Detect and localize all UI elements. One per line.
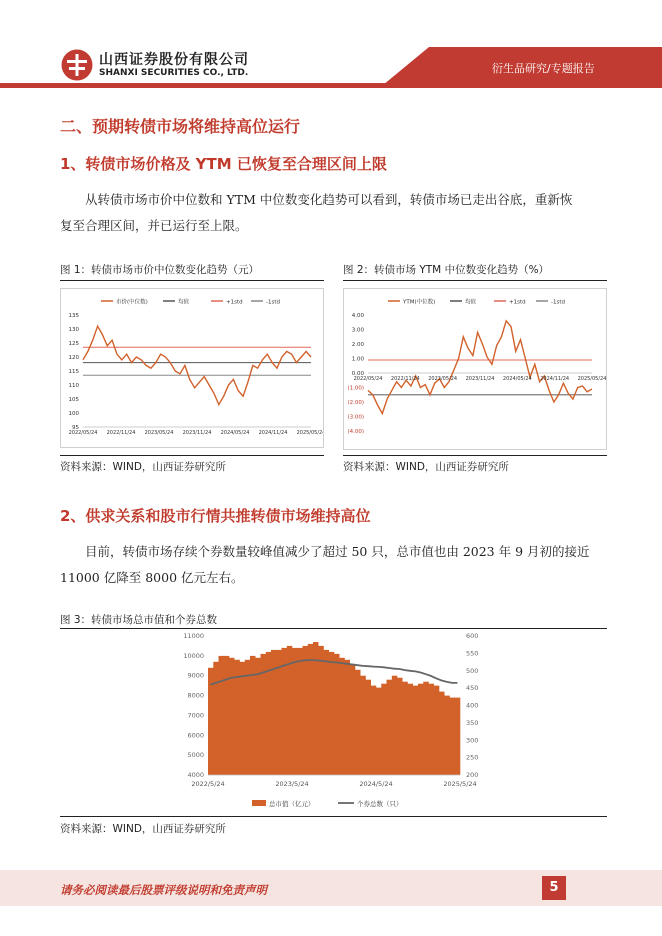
section-title: 二、预期转债市场将维持高位运行 — [60, 117, 301, 136]
market-cap-bar — [313, 642, 319, 775]
x-tick-label: 2023/5/24 — [275, 780, 309, 788]
x-tick-label: 2024/05/24 — [220, 430, 250, 436]
y-right-tick-label: 500 — [466, 666, 479, 675]
market-cap-bar — [397, 678, 403, 775]
market-cap-bar — [339, 658, 345, 775]
market-cap-bar — [429, 684, 435, 775]
figure-3-bottom-rule — [60, 816, 607, 817]
subsection-1-title: 1、转债市场价格及 YTM 已恢复至合理区间上限 — [60, 155, 387, 173]
x-tick-label: 2023/05/24 — [428, 376, 458, 382]
figure-3-caption: 图 3：转债市场总市值和个券总数 — [60, 614, 218, 626]
subsection-2-paragraph-line1: 目前，转债市场存续个券数量较峰值减少了超过 50 只，总市值也由 2023 年 9 月初的接近 — [85, 544, 590, 559]
market-cap-bar — [229, 658, 235, 775]
market-cap-and-count-chart — [160, 628, 500, 814]
market-cap-bar — [434, 686, 440, 775]
market-cap-bar — [450, 698, 456, 775]
market-cap-bar — [292, 648, 298, 775]
x-tick-label: 2022/05/24 — [353, 376, 383, 382]
y-right-tick-label: 350 — [466, 718, 479, 727]
figure-2-bottom-rule — [343, 455, 607, 456]
legend-label: +1std — [509, 299, 526, 306]
legend-label: -1std — [266, 299, 280, 306]
series-line — [368, 321, 592, 414]
market-cap-bar — [345, 660, 351, 775]
y-tick-label: 0.00 — [351, 371, 364, 377]
legend-label: 总市值（亿元） — [269, 800, 315, 808]
legend-label: 均值 — [465, 299, 477, 306]
market-cap-bar — [219, 656, 225, 775]
figure-2-caption: 图 2：转债市场 YTM 中位数变化趋势（%） — [343, 264, 550, 276]
series-line — [83, 326, 311, 404]
company-name-en: SHANXI SECURITIES CO., LTD. — [99, 68, 249, 78]
figure-1-chart — [60, 288, 324, 448]
x-tick-label: 2024/5/24 — [359, 780, 393, 788]
market-cap-bar — [297, 648, 303, 775]
market-cap-bar — [350, 664, 356, 775]
market-cap-bar — [439, 692, 445, 775]
y-right-tick-label: 450 — [466, 684, 479, 693]
y-tick-label: (1.00) — [347, 385, 364, 392]
y-tick-label: 135 — [68, 313, 79, 319]
y-tick-label: (2.00) — [347, 400, 364, 406]
shanxi-securities-logo-icon — [60, 48, 94, 82]
y-left-tick-label: 10000 — [183, 651, 204, 660]
y-right-tick-label: 400 — [466, 701, 479, 710]
y-tick-label: 120 — [68, 355, 79, 361]
y-right-tick-label: 200 — [466, 771, 479, 779]
x-tick-label: 2022/5/24 — [191, 780, 225, 788]
market-cap-bar — [371, 686, 377, 775]
legend-label: YTM(中位数) — [403, 299, 436, 306]
market-cap-bar — [387, 680, 393, 775]
x-tick-label: 2024/05/24 — [502, 376, 532, 382]
report-tag: 衍生品研究/专题报告 — [492, 62, 595, 75]
figure-2-chart — [343, 288, 607, 450]
figure-1-top-rule — [60, 280, 324, 281]
y-tick-label: 105 — [68, 397, 79, 403]
market-cap-bar — [318, 646, 324, 775]
y-left-tick-label: 7000 — [187, 711, 204, 720]
market-cap-bar — [381, 684, 387, 775]
y-tick-label: (3.00) — [347, 414, 364, 421]
figure-2-source: 资料来源：WIND，山西证券研究所 — [343, 461, 509, 473]
company-name-cn: 山西证券股份有限公司 — [99, 52, 249, 68]
y-left-tick-label: 4000 — [187, 771, 204, 779]
market-cap-bar — [324, 650, 330, 775]
x-tick-label: 2023/11/24 — [465, 376, 495, 382]
subsection-2-paragraph-line2: 11000 亿降至 8000 亿元左右。 — [60, 570, 244, 585]
y-tick-label: 125 — [68, 341, 79, 347]
market-cap-bar — [423, 682, 429, 775]
market-cap-bar — [392, 676, 398, 775]
market-cap-bar — [308, 644, 314, 775]
x-tick-label: 2023/05/24 — [144, 430, 174, 436]
y-tick-label: (4.00) — [347, 429, 364, 435]
y-left-tick-label: 8000 — [187, 691, 204, 700]
y-tick-label: 4.00 — [351, 313, 364, 319]
y-tick-label: 1.00 — [351, 356, 364, 363]
figure-3-source: 资料来源：WIND，山西证券研究所 — [60, 823, 226, 835]
market-cap-bar — [334, 654, 340, 775]
market-cap-bar — [376, 688, 382, 775]
page-header — [0, 0, 662, 88]
market-cap-bar — [444, 696, 450, 775]
market-cap-bar — [245, 660, 251, 775]
market-cap-bar — [355, 670, 361, 775]
x-tick-label: 2022/11/24 — [390, 376, 420, 382]
y-tick-label: 130 — [68, 327, 79, 333]
x-tick-label: 2025/5/24 — [443, 780, 477, 788]
x-tick-label: 2022/05/24 — [68, 430, 98, 436]
y-right-tick-label: 300 — [466, 736, 479, 745]
x-tick-label: 2024/11/24 — [540, 376, 570, 382]
x-tick-label: 2025/05/24 — [577, 376, 606, 382]
x-tick-label: 2022/11/24 — [106, 430, 136, 436]
disclaimer-note: 请务必阅读最后股票评级说明和免责声明 — [60, 883, 267, 897]
subsection-1-paragraph-line2: 复至合理区间，并已运行至上限。 — [60, 218, 248, 233]
y-right-tick-label: 250 — [466, 753, 479, 762]
y-tick-label: 115 — [68, 369, 79, 375]
y-tick-label: 110 — [68, 383, 79, 389]
y-tick-label: 100 — [68, 411, 79, 417]
market-cap-bar — [303, 646, 309, 775]
y-tick-label: 95 — [72, 425, 79, 431]
market-cap-bar — [455, 698, 461, 775]
y-left-tick-label: 5000 — [187, 751, 204, 760]
market-cap-bar — [366, 680, 372, 775]
y-left-tick-label: 11000 — [183, 632, 204, 640]
legend-label: -1std — [551, 299, 565, 306]
price-median-chart — [61, 289, 323, 447]
market-cap-bar — [418, 684, 424, 775]
figure-1-source: 资料来源：WIND，山西证券研究所 — [60, 461, 226, 473]
y-tick-label: 3.00 — [351, 327, 364, 334]
market-cap-bar — [360, 676, 366, 775]
legend-label: 市价(中位数) — [116, 299, 148, 306]
x-tick-label: 2023/11/24 — [182, 430, 212, 436]
legend-label: 个券总数（只） — [357, 800, 403, 808]
page-number: 5 — [542, 876, 566, 900]
market-cap-bar — [255, 658, 260, 775]
legend-swatch — [252, 800, 266, 806]
legend-label: 均值 — [178, 299, 190, 306]
market-cap-bar — [413, 686, 419, 775]
market-cap-bar — [329, 652, 335, 775]
y-right-tick-label: 600 — [466, 632, 479, 640]
y-right-tick-label: 550 — [466, 649, 479, 658]
legend-label: +1std — [226, 299, 243, 306]
market-cap-bar — [224, 656, 230, 775]
x-tick-label: 2025/05/24 — [296, 430, 323, 436]
y-left-tick-label: 9000 — [187, 671, 204, 680]
y-tick-label: 2.00 — [351, 342, 364, 348]
figure-2-top-rule — [343, 280, 607, 281]
x-tick-label: 2024/11/24 — [258, 430, 288, 436]
header-divider — [0, 83, 662, 88]
subsection-2-title: 2、供求关系和股市行情共推转债市场维持高位 — [60, 507, 371, 525]
figure-1-bottom-rule — [60, 455, 324, 456]
subsection-1-paragraph-line1: 从转债市场市价中位数和 YTM 中位数变化趋势可以看到，转债市场已走出谷底，重新恢 — [85, 192, 573, 207]
ytm-median-chart — [344, 289, 606, 449]
market-cap-bar — [408, 684, 414, 775]
y-left-tick-label: 6000 — [187, 731, 204, 740]
market-cap-bar — [213, 662, 219, 775]
market-cap-bar — [240, 662, 246, 775]
figure-1-caption: 图 1：转债市场市价中位数变化趋势（元） — [60, 264, 260, 276]
market-cap-bar — [402, 682, 408, 775]
